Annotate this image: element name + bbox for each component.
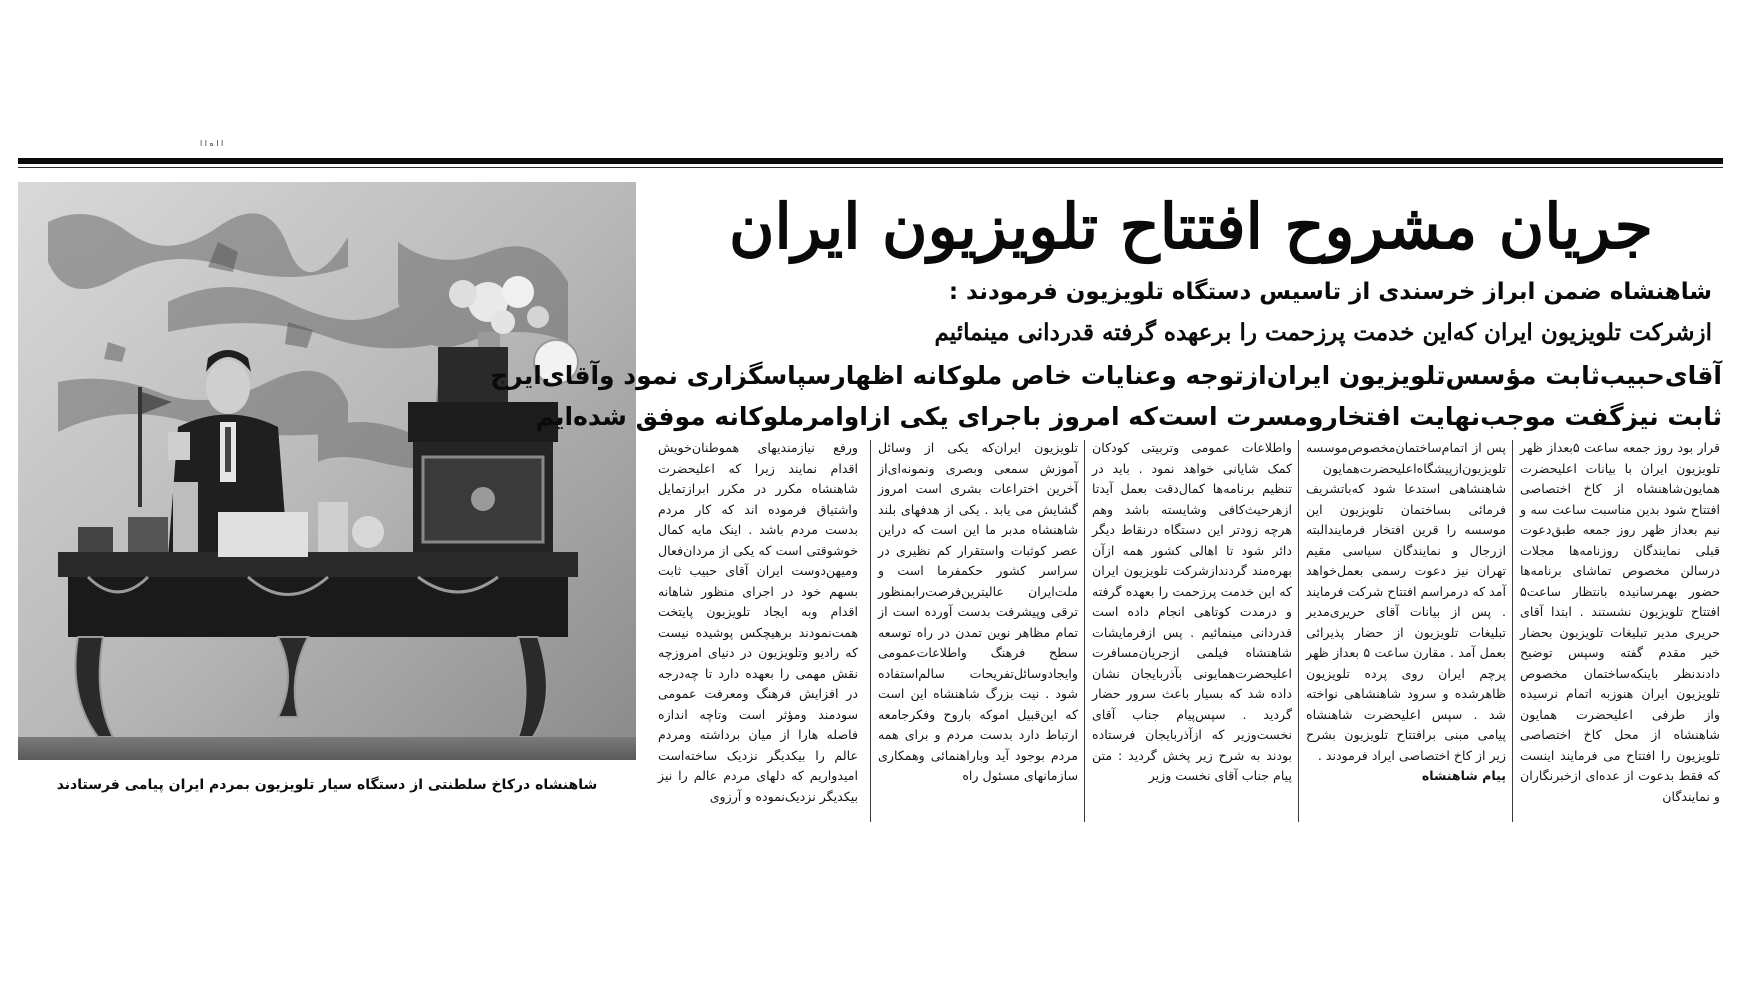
article-column-1: قرار بود روز جمعه ساعت ۵بعداز ظهر تلویزیون ایران با بیانات اعلیحضرت همایون‌شاهنشاه از کاخ اختصاصی افتتاح شود بدین مناسبت ساعت سه و نیم بعداز ظهر روز جمعه طبق‌دعوت قبلی نمایندگان روزنامه‌ها مجلات درسالن مخصوص تماشای برنامه‌ها حضور بهمرسانیده بانتظار ساعت۵ افتتاح تلویزیون نشستند . ابتدا آقای حریری مدیر تبلیغات تلویزیون بحضار خیر مقدم گفته وسپس توضیح دادند‌نظر باینکه‌ساختمان مخصوص تلویزیون ایران هنوزبه اتمام نرسیده واز طرفی اعلیحضرت همایون شاهنشاه از محل کاخ اختصاصی تلویزیون را افتتاح می فرمایند اینست که فقط بدعوت از عده‌ای ازخبرنگاران و نمایندگان <box>1520 440 1720 804</box>
photo-illustration <box>18 182 636 760</box>
article-column-3: واطلاعات عمومی وتربیتی کودکان کمک شایانی خواهد نمود . باید در تنظیم برنامه‌ها کمال‌دقت بعمل آیدتا ازهرحیث‌کافی وشایسته باشد وهم هرچه زودتر این دستگاه درنقاط دیگر دائر شود تا اهالی کشور همه ازآن بهره‌مند گردندازشرکت تلویزیون ایران که این خدمت پرزحمت را بعهده گرفته و درمدت کوتاهی انجام داده است قدردانی مینمائیم . پس ازفرمایشات شاهنشاه فیلمی ازجریان‌مسافرت اعلیحضرت‌همایونی بآذربایجان نشان داده شد که بسیار باعث سرور حضار گردید . سپس‌پیام جناب آقای نخست‌وزیر که ازآذربایجان فرستاده بودند به شرح زیر پخش گردید : متن پیام جناب آقای نخست وزیر <box>1092 440 1292 783</box>
headline: جریان مشروح افتتاح تلویزیون ایران <box>729 190 1653 263</box>
clipping-edge <box>0 822 1742 984</box>
column-divider <box>1084 440 1085 822</box>
article-column-5: ورفع نیازمندیهای هموطنان‌خویش اقدام نمایند زیرا که اعلیحضرت شاهنشاه مکرر در مکرر ابرازتمایل واشتیاق فرموده اند که کار مردم بدست مردم باشد . اینک مایه کمال خوشوقتی است که یکی از مردان‌فعال ومیهن‌دوست ایران آقای حبیب ثابت بسهم خود در اجرای منظور شاهانه اقدام وبه ایجاد تلویزیون پایتخت همت‌نمودند برهیچکس پوشیده نیست که رادیو وتلویزیون در دنیای امروزچه نقش مهمی را بعهده دارد تا چه‌درجه در افزایش فرهنگ ومعرفت عمومی سودمند ومؤثر است وتاچه اندازه فاصله هارا از میان برداشته ومردم عالم را بیکدیگر نزدیک ساخته‌است امیدواریم که دلهای مردم عالم را نیز بیکدیگر نزدیک‌نموده و آرزوی <box>658 440 858 804</box>
article-column-2-text: پس از اتمام‌ساختمان‌مخصوص‌موسسه تلویزیون‌ازپیشگاه‌اعلیحضرت‌همایون شاهنشاهی استدعا شود که‌باتشریف فرمائی بساختمان تلویزیون این موسسه را قرین افتخار فرمایندالبته ازرجال و نمایندگان سیاسی مقیم تهران نیز دعوت رسمی بعمل‌خواهد آمد که درمراسم افتتاح شرکت فرمایند . پس از بیانات آقای حریری‌مدیر تبلیغات تلویزیون از حضار پذیرائی بعمل آمد . مقارن ساعت ۵ بعداز ظهر پرچم ایران روی پرده تلویزیون ظاهرشده و سرود شاهنشاهی نواخته شد . سپس اعلیحضرت شاهنشاه پیامی مبنی برافتتاح تلویزیون بشرح زیر از کاخ اختصاصی ایراد فرمودند . <box>1306 440 1506 763</box>
masthead-fragment: ا ا ه ا ا <box>200 139 224 148</box>
article-column-4: تلویزیون ایران‌که یکی از وسائل آموزش سمعی وبصری ونمونه‌ای‌از آخرین اختراعات بشری است امروز گشایش می یابد . یکی از هدفهای بلند شاهنشاه مدبر ما این است که دراین عصر کوثبات واستقرار کم نظیری در سراسر کشور حکمفرما است و ملت‌ایران عالیترین‌فرصت‌رابمنظور ترقی وپیشرفت بدست آورده است از تمام مظاهر نوین تمدن در راه توسعه سطح فرهنگ واطلاعات‌عمومی وایجادوسائل‌تفریحات سالم‌استفاده شود . نیت بزرگ شاهنشاه این است که این‌قبیل اموکه باروح وفکرجامعه ارتباط دارد بدست مردم و برای همه مردم بوجود آید وباراهنمائی وهمکاری سازمانهای مسئول راه <box>878 440 1078 783</box>
subheadline-3-line-1: آقای‌حبیب‌ثابت مؤسس‌تلویزیون ایران‌ازتوجه وعنایات خاص ملوکانه اظهارسپاسگزاری نمود وآقای‌ایرج <box>490 361 1722 390</box>
article-column-2-subhead: پیام شاهنشاه <box>1421 768 1506 783</box>
column-divider <box>1512 440 1513 822</box>
column-divider <box>870 440 871 822</box>
masthead-rule <box>18 158 1723 164</box>
subheadline-1: شاهنشاه ضمن ابراز خرسندی از تاسیس دستگاه تلویزیون فرمودند : <box>948 279 1712 305</box>
subheadline-3-line-2: ثابت نیزگفت موجب‌نهایت افتخارومسرت است‌که امروز باجرای یکی ازاوامرملوکانه موفق شده‌ایم <box>535 402 1722 431</box>
column-divider <box>1298 440 1299 822</box>
article-column-2 <box>1306 438 1506 824</box>
photo-caption: شاهنشاه درکاخ سلطنتی از دستگاه سیار تلویزیون بمردم ایران پیامی فرستادند <box>56 777 598 793</box>
subheadline-2: ازشرکت تلویزیون ایران که‌این خدمت پرزحمت را برعهده گرفته قدردانی مینمائیم <box>934 319 1712 346</box>
news-photo <box>18 182 636 760</box>
masthead-rule-thin <box>18 167 1723 168</box>
subheadline-3 <box>490 355 1722 437</box>
